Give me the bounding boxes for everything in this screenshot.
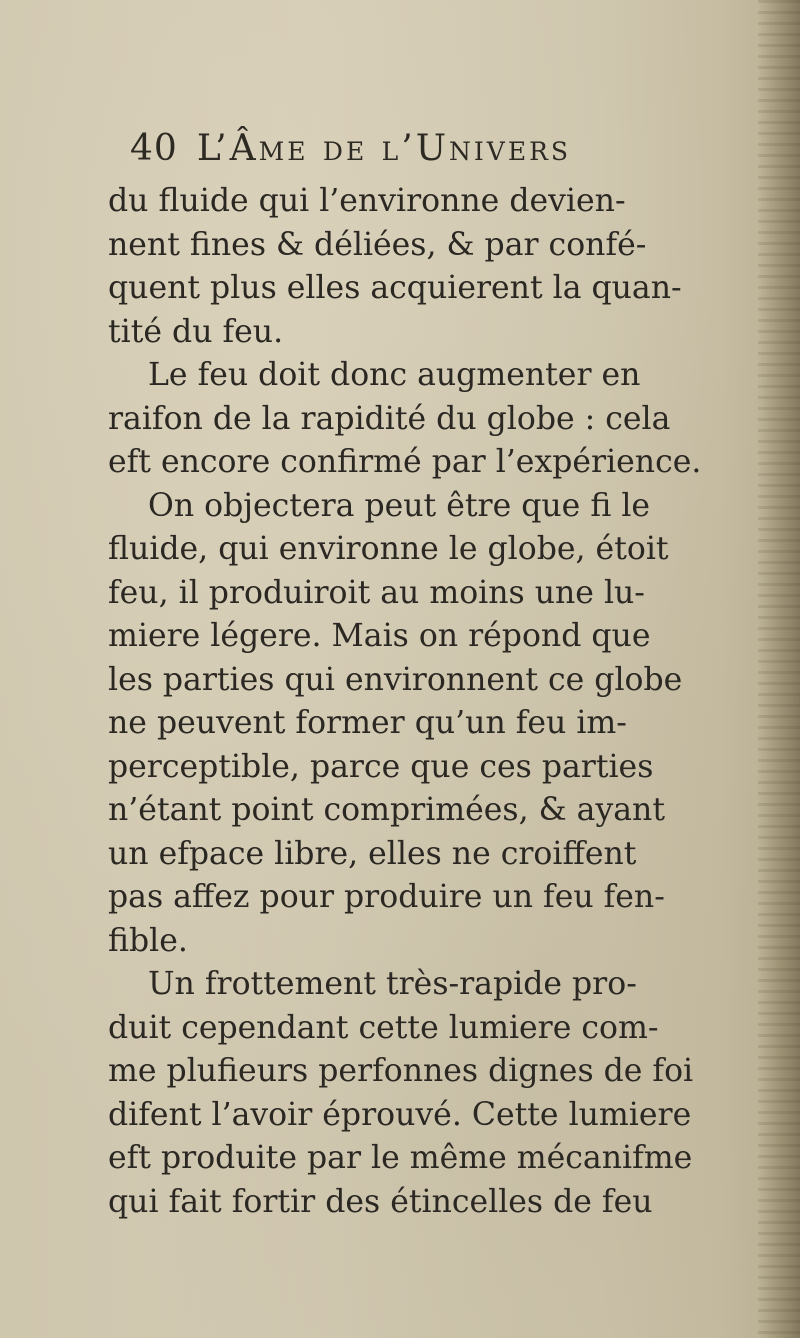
text-line: eft encore confirmé par l’expérience. [108,444,702,480]
text-line: qui fait fortir des étincelles de feu [108,1183,653,1220]
text-line: feu, il produiroit au moins une lu- [108,574,645,611]
text-line: raifon de la rapidité du globe : cela [108,400,671,437]
text-line: duit cependant cette lumiere com- [108,1009,659,1046]
text-line: n’étant point comprimées, & ayant [108,792,665,828]
text-line: miere légere. Mais on répond que [108,618,651,654]
text-line: Le feu doit donc augmenter en [148,357,641,393]
text-line: pas affez pour produire un feu fen- [108,879,665,915]
text-line: les parties qui environnent ce globe [108,661,683,698]
text-line: me plufieurs perfonnes dignes de foi [108,1053,694,1089]
text-line: perceptible, parce que ces parties [108,748,654,785]
text-line: fible. [108,922,188,959]
text-line: fluide, qui environne le globe, étoit [108,531,669,567]
text-line: difent l’avoir éprouvé. Cette lumiere [108,1096,692,1133]
page-edge [758,0,800,1338]
text-line: nent fines & déliées, & par confé- [108,226,647,263]
running-head [130,128,690,178]
page-number: 40 [130,128,178,169]
text-line: tité du feu. [108,313,284,350]
text-line: On objectera peut être que fi le [148,487,651,524]
text-line: du fluide qui l’environne devien- [108,183,626,219]
text-line: ne peuvent former qu’un feu im- [108,705,627,741]
text-line: un efpace libre, elles ne croiffent [108,835,637,872]
text-line: eft produite par le même mécanifme [108,1140,693,1176]
text-line: quent plus elles acquierent la quan- [108,270,682,306]
body-text [108,180,708,1224]
running-title: L’Âme de l’Univers [196,128,572,169]
text-line: Un frottement très-rapide pro- [148,966,637,1002]
